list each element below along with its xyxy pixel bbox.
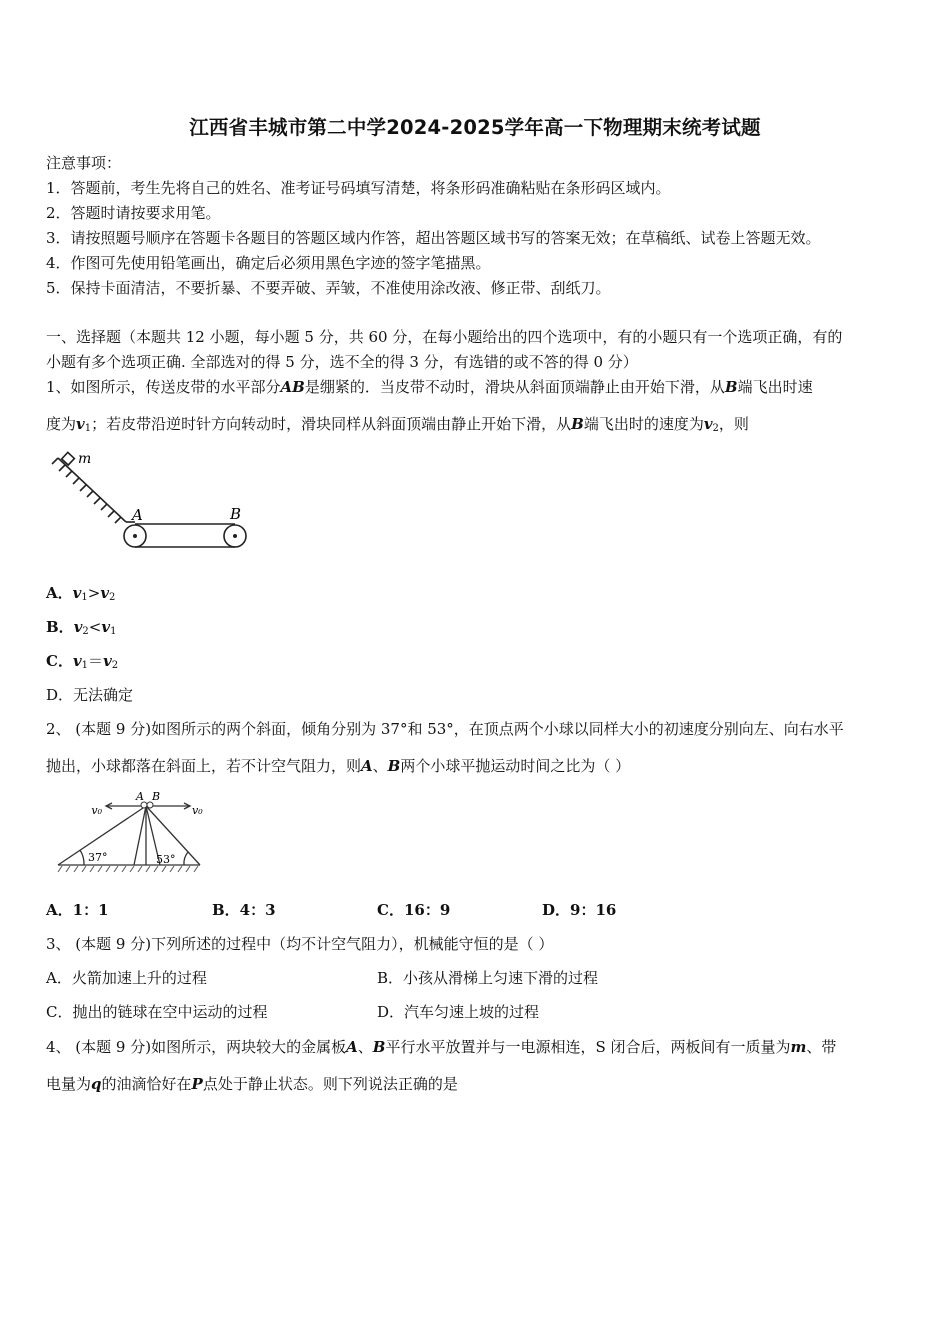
q4-stem-line2: 电量为q的油滴恰好在P点处于静止状态。则下列说法正确的是: [46, 1075, 458, 1093]
q3-option-c[interactable]: C．抛出的链球在空中运动的过程: [46, 1003, 268, 1021]
incline-line: [58, 458, 126, 522]
q2-option-a[interactable]: A．1：1: [46, 901, 109, 919]
label-m: m: [78, 451, 92, 467]
label-a: A: [132, 506, 143, 524]
label-b: B: [152, 790, 161, 803]
q2-stem-line1: 2、 (本题 9 分)如图所示的两个斜面，倾角分别为 37°和 53°，在顶点两个小球以同样大小的初速度分别向左、向右水平: [46, 720, 844, 738]
notice-item-1: 1．答题前，考生先将自己的姓名、准考证号码填写清楚，将条形码准确粘贴在条形码区域内。: [46, 179, 671, 197]
label-angle-37: 37°: [88, 851, 108, 864]
q3-stem: 3、 (本题 9 分)下列所述的过程中（均不计空气阻力），机械能守恒的是（ ）: [46, 935, 554, 953]
label-angle-53: 53°: [156, 853, 176, 866]
q3-option-b[interactable]: B．小孩从滑梯上匀速下滑的过程: [377, 969, 599, 987]
label-v0-left: v₀: [91, 804, 102, 817]
q1-stem-line1: 1、如图所示，传送皮带的水平部分AB是绷紧的．当皮带不动时，滑块从斜面顶端静止由开始下滑，从B端飞出时速: [46, 378, 813, 396]
q1-option-b[interactable]: B．$v_2<v_1$: [46, 618, 117, 637]
q4-stem-line1: 4、 (本题 9 分)如图所示，两块较大的金属板A、B平行水平放置并与一电源相连，S 闭合后，两板间有一质量为m、带: [46, 1038, 837, 1056]
q1-conveyor-figure: [44, 448, 254, 552]
label-a: A: [136, 790, 144, 803]
section1-instructions-line2: 小题有多个选项正确. 全部选对的得 5 分，选不全的得 3 分，有选错的或不答的得 0 分）: [46, 353, 638, 371]
notice-heading: 注意事项：: [46, 154, 122, 172]
label-v0-right: v₀: [192, 804, 203, 817]
q3-option-d[interactable]: D．汽车匀速上坡的过程: [377, 1003, 540, 1021]
q1-option-d[interactable]: D．无法确定: [46, 686, 134, 704]
q2-option-c[interactable]: C．16：9: [377, 901, 451, 919]
notice-item-2: 2．答题时请按要求用笔。: [46, 204, 221, 222]
notice-item-5: 5．保持卡面清洁，不要折暴、不要弄破、弄皱，不准使用涂改液、修正带、刮纸刀。: [46, 279, 611, 297]
q2-inclines-figure: [50, 788, 210, 874]
q2-stem-line2: 抛出，小球都落在斜面上，若不计空气阻力，则A、B两个小球平抛运动时间之比为（ ）: [46, 757, 631, 775]
q3-option-a[interactable]: A．火箭加速上升的过程: [46, 969, 207, 987]
q1-option-a[interactable]: A．$v_1>v_2$: [46, 584, 116, 603]
q2-option-d[interactable]: D．9：16: [542, 901, 617, 919]
label-b: B: [230, 505, 242, 523]
q1-option-c[interactable]: C．$v_1=v_2$: [46, 652, 119, 671]
notice-item-3: 3．请按照题号顺序在答题卡各题目的答题区域内作答，超出答题区域书写的答案无效；在草稿纸、试卷上答题无效。: [46, 229, 821, 247]
notice-item-4: 4．作图可先使用铅笔画出，确定后必须用黑色字迹的签字笔描黑。: [46, 254, 491, 272]
page-title: 江西省丰城市第二中学2024-2025学年高一下物理期末统考试题: [189, 116, 761, 139]
section1-instructions-line1: 一、选择题（本题共 12 小题，每小题 5 分，共 60 分，在每小题给出的四个选项中，有的小题只有一个选项正确，有的: [46, 328, 843, 346]
q2-option-b[interactable]: B．4：3: [212, 901, 276, 919]
q1-stem-line2: 度为$v_1$；若皮带沿逆时针方向转动时，滑块同样从斜面顶端由静止开始下滑，从B端飞出时的速度为$v_2$，则: [46, 415, 749, 434]
